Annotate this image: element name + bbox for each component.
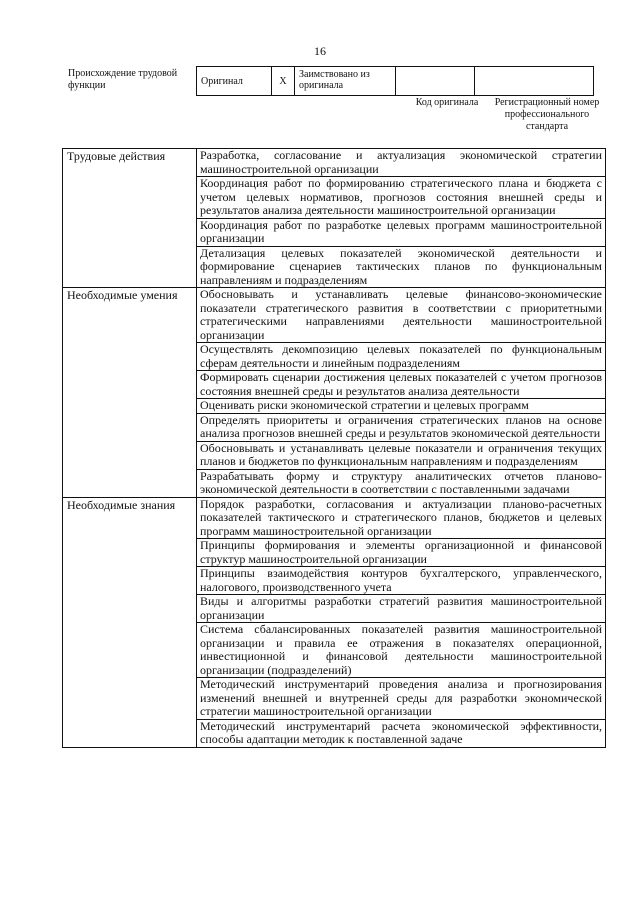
origin-label: Происхождение трудовой функции [68,68,178,91]
table-row [63,288,606,343]
section-item: Формировать сценарии достижения целевых показателей с учетом прогнозов состояния внешней среды и результатов анализа деятельности [197,371,606,399]
section-item: Обосновывать и устанавливать целевые финансово-экономические показатели стратегического развития в соответствии с приоритетными стратегическими направлениями деятельности машиностроительной организации [197,288,606,343]
section-title: Трудовые действия [63,149,197,288]
section-item: Координация работ по формированию стратегического плана и бюджета с учетом целевых нормативов, прогнозов состояния внешней среды и результатов анализа деятельности машиностроительной организации [197,177,606,219]
section-item: Осуществлять декомпозицию целевых показателей по функциональным сферам деятельности и линейным подразделениям [197,343,606,371]
section-item: Виды и алгоритмы разработки стратегий развития машиностроительной организации [197,595,606,623]
table-row [63,149,606,177]
original-cell: Оригинал [197,67,272,96]
section-item: Разработка, согласование и актуализация экономической стратегии машиностроительной организации [197,149,606,177]
reg-number-caption: Регистрационный номер профессионального стандарта [494,97,600,132]
code-cell [396,67,475,96]
code-caption: Код оригинала [415,97,479,108]
borrowed-cell: Заимствовано из оригинала [295,67,396,96]
section-item: Методический инструментарий расчета экономической эффективности, способы адаптации методик к поставленной задаче [197,719,606,747]
section-item: Оценивать риски экономической стратегии и целевых программ [197,399,606,414]
section-item: Принципы формирования и элементы организационной и финансовой структур машиностроительной организации [197,539,606,567]
section-item: Порядок разработки, согласования и актуализации планово-расчетных показателей тактического и стратегического планов, бюджетов и целевых программ машиностроительной организации [197,497,606,539]
section-item: Координация работ по разработке целевых программ машиностроительной организации [197,218,606,246]
section-item: Принципы взаимодействия контуров бухгалтерского, управленческого, налогового, производственного учета [197,567,606,595]
section-item: Разрабатывать форму и структуру аналитических отчетов планово-экономической деятельности в соответствии с поставленными задачами [197,469,606,497]
section-item: Обосновывать и устанавливать целевые показатели и ограничения текущих планов и бюджетов по функциональным направлениям и подразделениям [197,441,606,469]
section-item: Определять приоритеты и ограничения стратегических планов на основе анализа прогнозов внешней среды и результатов экономической деятельности [197,413,606,441]
section-title: Необходимые умения [63,288,197,498]
section-item: Методический инструментарий проведения анализа и прогнозирования изменений внешней и внутренней среды для разработки экономической стратегии машиностроительной организации [197,678,606,720]
reg-number-cell [475,67,594,96]
section-item: Детализация целевых показателей экономической деятельности и формирование сценариев тактических планов по функциональным направлениям и подразделениям [197,246,606,288]
page-number: 16 [314,44,326,58]
function-table [62,148,606,748]
original-mark: X [272,67,295,96]
section-item: Система сбалансированных показателей развития машиностроительной организации и правила ее отражения в показателях операционной, инвестиционной и финансовой деятельности машиностроительной организации (подразделений) [197,623,606,678]
table-row [63,497,606,539]
origin-table [196,66,594,96]
section-title: Необходимые знания [63,497,197,747]
